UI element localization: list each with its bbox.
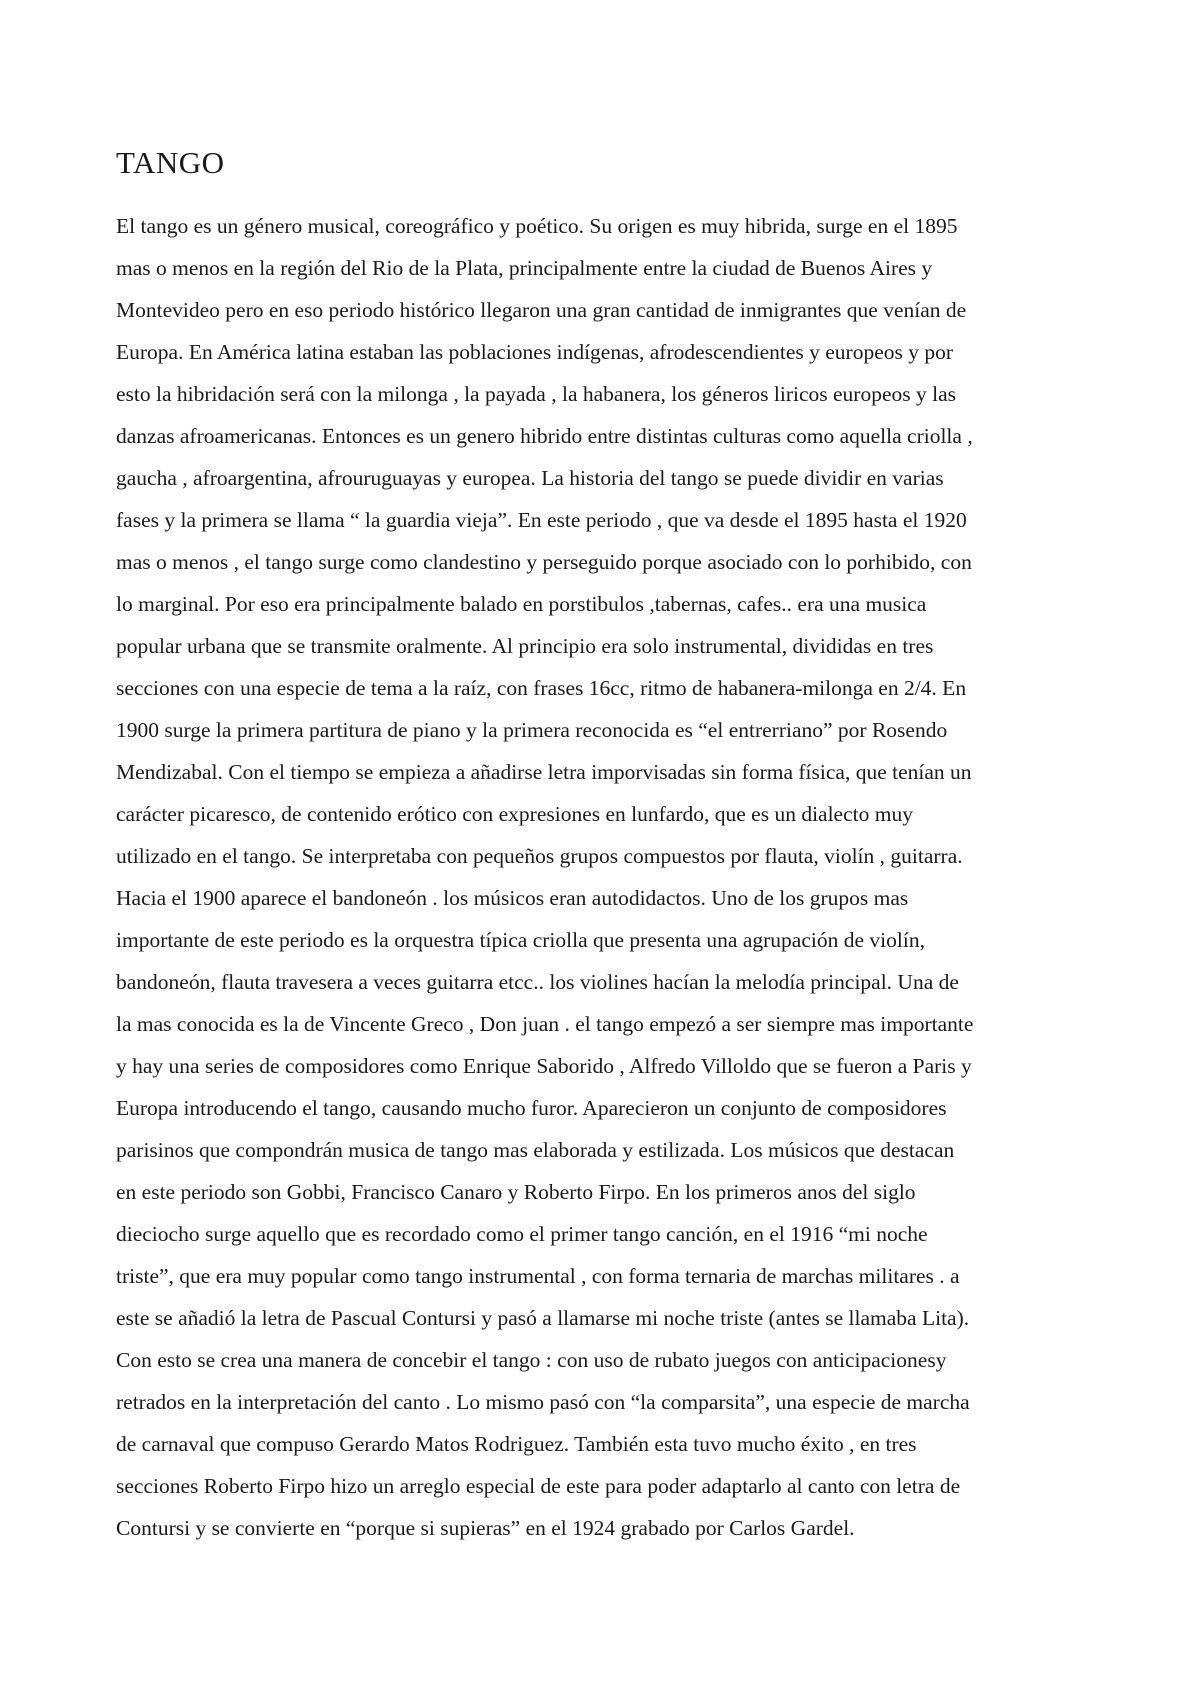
paragraph-line: utilizado en el tango. Se interpretaba con pequeños grupos compuestos por flauta, violín , guitarra.: [116, 844, 963, 868]
paragraph-line: Hacia el 1900 aparece el bandoneón . los músicos eran autodidactos. Uno de los grupos mas: [116, 886, 909, 910]
body-paragraph: [116, 205, 1106, 1549]
paragraph-line: retrados en la interpretación del canto . Lo mismo pasó con “la comparsita”, una especie de marcha: [116, 1390, 970, 1414]
paragraph-line: Europa. En América latina estaban las poblaciones indígenas, afrodescendientes y europeos y por: [116, 340, 954, 364]
paragraph-line: fases y la primera se llama “ la guardia vieja”. En este periodo , que va desde el 1895 hasta el 1920: [116, 508, 967, 532]
paragraph-line: secciones Roberto Firpo hizo un arreglo especial de este para poder adaptarlo al canto con letra de: [116, 1474, 961, 1498]
paragraph-line: esto la hibridación será con la milonga , la payada , la habanera, los géneros liricos europeos y las: [116, 382, 957, 406]
paragraph-line: secciones con una especie de tema a la raíz, con frases 16cc, ritmo de habanera-milonga en 2/4. En: [116, 676, 967, 700]
paragraph-line: importante de este periodo es la orquestra típica criolla que presenta una agrupación de violín,: [116, 928, 925, 952]
paragraph-line: danzas afroamericanas. Entonces es un genero hibrido entre distintas culturas como aquella criolla ,: [116, 424, 973, 448]
document-title: TANGO: [116, 145, 225, 180]
paragraph-line: bandoneón, flauta travesera a veces guitarra etcc.. los violines hacían la melodía principal. Una de: [116, 970, 959, 994]
paragraph-line: dieciocho surge aquello que es recordado como el primer tango canción, en el 1916 “mi noche: [116, 1222, 928, 1246]
paragraph-line: Montevideo pero en eso periodo histórico llegaron una gran cantidad de inmigrantes que venían de: [116, 298, 967, 322]
paragraph-line: y hay una series de composidores como Enrique Saborido , Alfredo Villoldo que se fueron a Paris y: [116, 1054, 972, 1078]
paragraph-line: en este periodo son Gobbi, Francisco Canaro y Roberto Firpo. En los primeros anos del siglo: [116, 1180, 916, 1204]
paragraph-line: de carnaval que compuso Gerardo Matos Rodriguez. También esta tuvo mucho éxito , en tres: [116, 1432, 917, 1456]
paragraph-line: Con esto se crea una manera de concebir el tango : con uso de rubato juegos con anticipacionesy: [116, 1348, 947, 1372]
paragraph-line: carácter picaresco, de contenido erótico con expresiones en lunfardo, que es un dialecto muy: [116, 802, 913, 826]
paragraph-line: lo marginal. Por eso era principalmente balado en porstibulos ,tabernas, cafes.. era una musica: [116, 592, 927, 616]
paragraph-line: Europa introducendo el tango, causando mucho furor. Aparecieron un conjunto de composidores: [116, 1096, 947, 1120]
paragraph-line: parisinos que compondrán musica de tango mas elaborada y estilizada. Los músicos que destacan: [116, 1138, 955, 1162]
paragraph-line: este se añadió la letra de Pascual Contursi y pasó a llamarse mi noche triste (antes se llamaba Lita).: [116, 1306, 970, 1330]
paragraph-line: Contursi y se convierte en “porque si supieras” en el 1924 grabado por Carlos Gardel.: [116, 1516, 855, 1540]
paragraph-line: gaucha , afroargentina, afrouruguayas y europea. La historia del tango se puede dividir en varias: [116, 466, 944, 490]
paragraph-line: El tango es un género musical, coreográfico y poético. Su origen es muy hibrida, surge en el 1895: [116, 214, 958, 238]
paragraph-line: Mendizabal. Con el tiempo se empieza a añadirse letra imporvisadas sin forma física, que tenían un: [116, 760, 972, 784]
paragraph-line: mas o menos , el tango surge como clandestino y perseguido porque asociado con lo porhibido, con: [116, 550, 972, 574]
paragraph-line: 1900 surge la primera partitura de piano y la primera reconocida es “el entrerriano” por Rosendo: [116, 718, 948, 742]
paragraph-line: triste”, que era muy popular como tango instrumental , con forma ternaria de marchas militares . a: [116, 1264, 960, 1288]
paragraph-line: popular urbana que se transmite oralmente. Al principio era solo instrumental, divididas en tres: [116, 634, 934, 658]
paragraph-line: mas o menos en la región del Rio de la Plata, principalmente entre la ciudad de Buenos Aires y: [116, 256, 933, 280]
paragraph-line: la mas conocida es la de Vincente Greco , Don juan . el tango empezó a ser siempre mas importante: [116, 1012, 974, 1036]
